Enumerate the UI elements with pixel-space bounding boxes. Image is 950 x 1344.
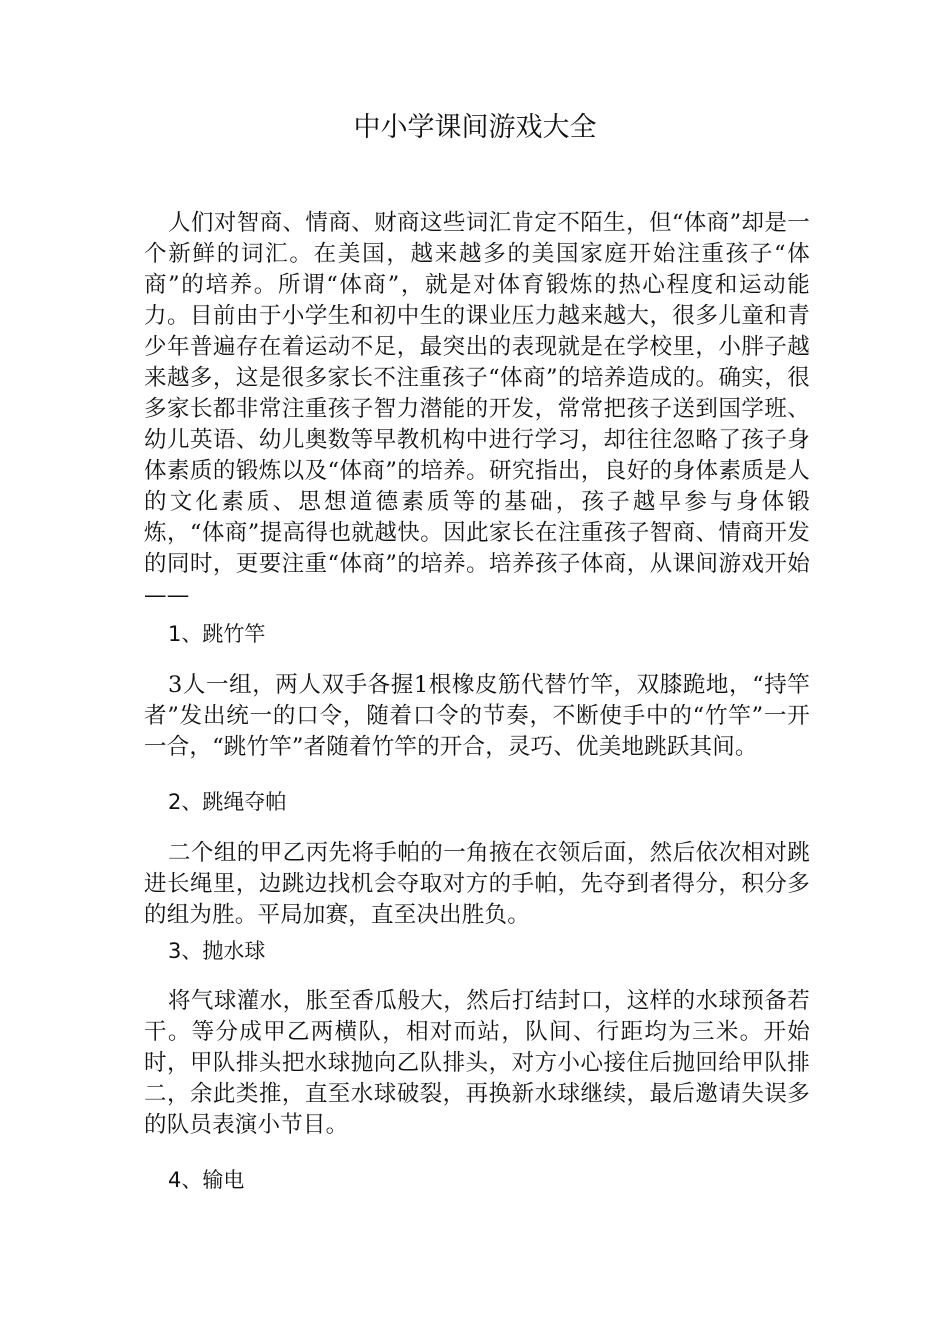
intro-paragraph: 人们对智商、情商、财商这些词汇肯定不陌生，但“体商”却是一个新鲜的词汇。在美国，越来越多的美国家庭开始注重孩子“体商”的培养。所谓“体商”，就是对体育锻炼的热心程度和运动能力。目前由于小学生和初中生的课业压力越来越大，很多儿童和青少年普遍存在着运动不足，最突出的表现就是在学校里，小胖子越来越多，这是很多家长不注重孩子“体商”的培养造成的。确实，很多家长都非常注重孩子智力潜能的开发，常常把孩子送到国学班、幼儿英语、幼儿奥数等早教机构中进行学习，却往往忽略了孩子身体素质的锻炼以及“体商”的培养。研究指出，良好的身体素质是人的文化素质、思想道德素质等的基础，孩子越早参与身体锻炼，“体商”提高得也就越快。因此家长在注重孩子智商、情商开发的同时，更要注重“体商”的培养。培养孩子体商，从课间游戏开始——: [144, 210, 810, 608]
section-heading-1: 1、跳竹竿: [168, 622, 266, 646]
section-text-3: 将气球灌水，胀至香瓜般大，然后打结封口，这样的水球预备若干。等分成甲乙两横队，相对而站，队间、行距均为三米。开始时，甲队排头把水球抛向乙队排头，对方小心接住后抛回给甲队排二，余此类推，直至水球破裂，再换新水球继续，最后邀请失误多的队员表演小节目。: [144, 988, 810, 1138]
document-title: 中小学课间游戏大全: [353, 112, 597, 143]
section-text-2: 二个组的甲乙丙先将手帕的一角掖在衣领后面，然后依次相对跳进长绳里，边跳边找机会夺取对方的手帕，先夺到者得分，积分多的组为胜。平局加赛，直至决出胜负。: [144, 840, 810, 928]
section-text-1: 3人一组，两人双手各握1根橡皮筋代替竹竿，双膝跪地，“持竿者”发出统一的口令，随着口令的节奏，不断使手中的“竹竿”一开一合，“跳竹竿”者随着竹竿的开合，灵巧、优美地跳跃其间。: [144, 672, 810, 760]
section-heading-2: 2、跳绳夺帕: [168, 790, 287, 814]
section-heading-4: 4、输电: [168, 1168, 245, 1192]
section-heading-3: 3、抛水球: [168, 939, 266, 963]
